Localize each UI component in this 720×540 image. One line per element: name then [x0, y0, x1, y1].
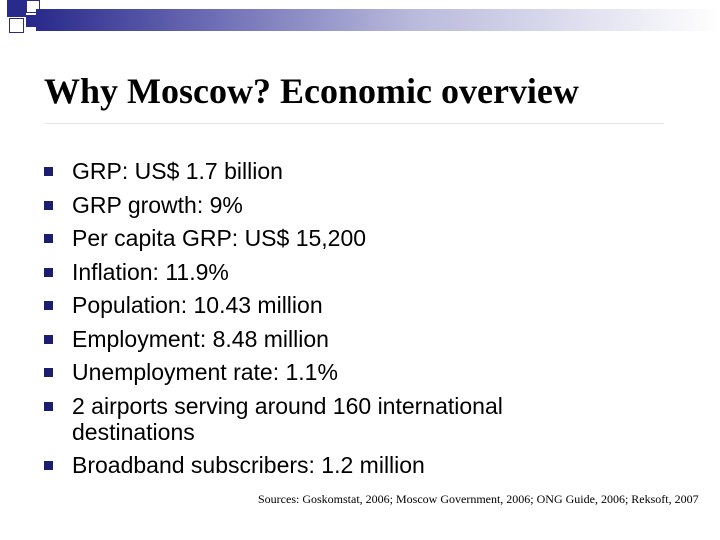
sources-note: Sources: Goskomstat, 2006; Moscow Government, 2006; ONG Guide, 2006; Reksoft, 2007 — [258, 492, 699, 506]
bullet-item — [44, 326, 644, 352]
bullet-item — [44, 292, 644, 318]
bullet-text: Per capita GRP: US$ 15,200 — [72, 225, 367, 251]
bullet-item — [44, 259, 644, 285]
slide-title: Why Moscow? Economic overview — [44, 71, 579, 111]
square-bullet-icon — [44, 201, 53, 210]
bullet-list — [44, 158, 644, 486]
bullet-text: Employment: 8.48 million — [72, 325, 329, 352]
bullet-item — [44, 359, 644, 385]
header-gradient-bar — [36, 9, 720, 31]
title-divider — [44, 123, 664, 124]
square-bullet-icon — [44, 461, 53, 470]
square-bullet-icon — [44, 268, 53, 277]
square-bullet-icon — [44, 402, 53, 411]
bullet-text: GRP: US$ 1.7 billion — [72, 158, 283, 184]
bullet-text: Broadband subscribers: 1.2 million — [72, 452, 425, 478]
corner-square-outline-decoration — [9, 18, 24, 33]
bullet-item — [44, 192, 644, 218]
bullet-item — [44, 225, 644, 251]
bullet-text: Population: 10.43 million — [72, 292, 323, 318]
bullet-item — [44, 158, 644, 184]
bullet-text: Unemployment rate: 1.1% — [72, 359, 338, 385]
square-bullet-icon — [44, 368, 53, 377]
bullet-text: GRP growth: 9% — [72, 191, 243, 218]
square-bullet-icon — [44, 167, 53, 176]
bullet-text: 2 airports serving around 160 international destinations — [72, 392, 503, 445]
bullet-item — [44, 452, 644, 478]
bullet-text: Inflation: 11.9% — [72, 258, 229, 285]
corner-square-decoration — [7, 0, 26, 17]
bullet-item — [44, 393, 644, 445]
square-bullet-icon — [44, 301, 53, 310]
square-bullet-icon — [44, 234, 53, 243]
square-bullet-icon — [44, 335, 53, 344]
